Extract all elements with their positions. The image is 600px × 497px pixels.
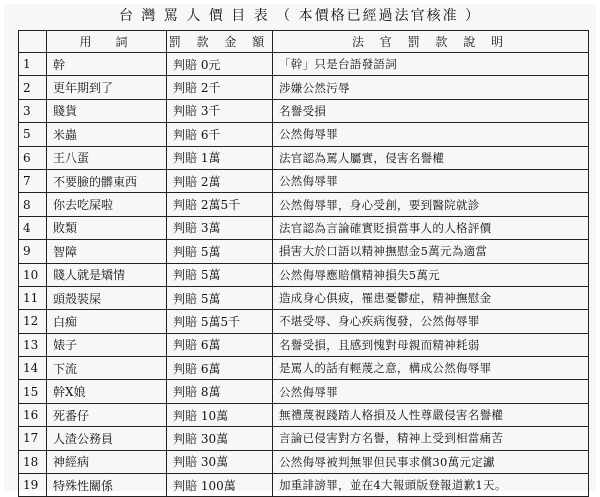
price-table	[18, 30, 589, 497]
table-row	[19, 380, 589, 403]
row-explanation: 公然侮辱罪	[273, 169, 589, 192]
row-term: 婊子	[47, 333, 167, 356]
table-row	[19, 76, 589, 99]
row-fine: 判賠 3千	[167, 99, 273, 122]
row-number: 13	[19, 333, 47, 356]
header-term: 用 詞	[47, 31, 167, 53]
row-fine: 判賠 6萬	[167, 333, 273, 356]
row-explanation: 損害大於口語以精神撫慰金5萬元為適當	[273, 240, 589, 263]
row-term: 更年期到了	[47, 76, 167, 99]
table-row	[19, 333, 589, 356]
table-row	[19, 474, 589, 497]
row-number: 12	[19, 310, 47, 333]
row-number: 7	[19, 169, 47, 192]
row-explanation: 「幹」只是台語發語詞	[273, 53, 589, 76]
row-fine: 判賠 6千	[167, 123, 273, 146]
table-row	[19, 193, 589, 216]
table-row	[19, 427, 589, 450]
row-explanation: 無禮蔑視踐踏人格損及人性尊嚴侵害名譽權	[273, 403, 589, 426]
table-row	[19, 53, 589, 76]
row-term: 特殊性關係	[47, 474, 167, 497]
row-fine: 判賠 5萬	[167, 286, 273, 309]
row-number: 9	[19, 240, 47, 263]
header-fine: 罰 款 金 額	[167, 31, 273, 53]
row-number: 2	[19, 76, 47, 99]
row-explanation: 法官認為罵人屬實，侵害名譽權	[273, 146, 589, 169]
row-fine: 判賠 5萬5千	[167, 310, 273, 333]
row-number: 1	[19, 53, 47, 76]
row-explanation: 名譽受損，且感到愧對母親而精神耗弱	[273, 333, 589, 356]
row-explanation: 涉嫌公然污辱	[273, 76, 589, 99]
row-fine: 判賠 0元	[167, 53, 273, 76]
row-explanation: 公然侮辱罪	[273, 123, 589, 146]
table-row	[19, 403, 589, 426]
row-term: 王八蛋	[47, 146, 167, 169]
table-header-row	[19, 31, 589, 53]
row-fine: 判賠 5萬	[167, 263, 273, 286]
row-number: 11	[19, 286, 47, 309]
row-number: 10	[19, 263, 47, 286]
row-explanation: 不堪受辱、身心疾病復發，公然侮辱罪	[273, 310, 589, 333]
row-fine: 判賠 2萬	[167, 169, 273, 192]
table-row	[19, 123, 589, 146]
row-fine: 判賠 2千	[167, 76, 273, 99]
row-term: 敗類	[47, 216, 167, 239]
row-fine: 判賠 30萬	[167, 450, 273, 473]
row-term: 人渣公務員	[47, 427, 167, 450]
row-term: 賤人就是矯情	[47, 263, 167, 286]
row-term: 死番仔	[47, 403, 167, 426]
table-row	[19, 450, 589, 473]
row-term: 米蟲	[47, 123, 167, 146]
row-term: 你去吃屎啦	[47, 193, 167, 216]
row-fine: 判賠 2萬5千	[167, 193, 273, 216]
row-term: 幹X娘	[47, 380, 167, 403]
row-explanation: 言論已侵害對方名譽，精神上受到相當痛苦	[273, 427, 589, 450]
row-fine: 判賠 1萬	[167, 146, 273, 169]
table-row	[19, 169, 589, 192]
table-row	[19, 263, 589, 286]
header-explanation: 法 官 罰 款 說 明	[273, 31, 589, 53]
row-fine: 判賠 3萬	[167, 216, 273, 239]
row-fine: 判賠 8萬	[167, 380, 273, 403]
row-number: 17	[19, 427, 47, 450]
row-term: 頭殼裝屎	[47, 286, 167, 309]
row-fine: 判賠 10萬	[167, 403, 273, 426]
row-fine: 判賠 5萬	[167, 240, 273, 263]
table-row	[19, 286, 589, 309]
table-row	[19, 216, 589, 239]
row-term: 幹	[47, 53, 167, 76]
row-explanation: 公然侮辱應賠償精神損失5萬元	[273, 263, 589, 286]
row-term: 神經病	[47, 450, 167, 473]
row-number: 5	[19, 123, 47, 146]
row-fine: 判賠 6萬	[167, 357, 273, 380]
table-row	[19, 240, 589, 263]
row-number: 3	[19, 99, 47, 122]
table-row	[19, 99, 589, 122]
row-fine: 判賠 30萬	[167, 427, 273, 450]
row-fine: 判賠 100萬	[167, 474, 273, 497]
row-term: 白痴	[47, 310, 167, 333]
row-term: 下流	[47, 357, 167, 380]
row-term: 智障	[47, 240, 167, 263]
row-explanation: 是罵人的話有輕蔑之意，構成公然侮辱罪	[273, 357, 589, 380]
row-number: 8	[19, 193, 47, 216]
row-explanation: 造成身心俱疲，罹患憂鬱症，精神撫慰金	[273, 286, 589, 309]
table-row	[19, 357, 589, 380]
header-number	[19, 31, 47, 53]
row-number: 4	[19, 216, 47, 239]
row-number: 18	[19, 450, 47, 473]
table-row	[19, 310, 589, 333]
row-number: 6	[19, 146, 47, 169]
price-list-sheet	[4, 4, 596, 491]
row-explanation: 公然侮辱被判無罪但民事求償30萬元定讞	[273, 450, 589, 473]
row-explanation: 公然侮辱罪，身心受創，要到醫院就診	[273, 193, 589, 216]
row-number: 14	[19, 357, 47, 380]
table-row	[19, 146, 589, 169]
row-explanation: 加重誹謗罪，並在4大報頭版登報道歉1天。	[273, 474, 589, 497]
row-number: 15	[19, 380, 47, 403]
row-explanation: 名譽受損	[273, 99, 589, 122]
page-title: 台 灣 罵 人 價 目 表 （ 本價格已經過法官核准 ）	[118, 8, 482, 24]
row-number: 19	[19, 474, 47, 497]
row-explanation: 公然侮辱罪	[273, 380, 589, 403]
row-explanation: 法官認為言論確實貶損當事人的人格評價	[273, 216, 589, 239]
row-term: 賤貨	[47, 99, 167, 122]
row-term: 不要臉的髒東西	[47, 169, 167, 192]
row-number: 16	[19, 403, 47, 426]
